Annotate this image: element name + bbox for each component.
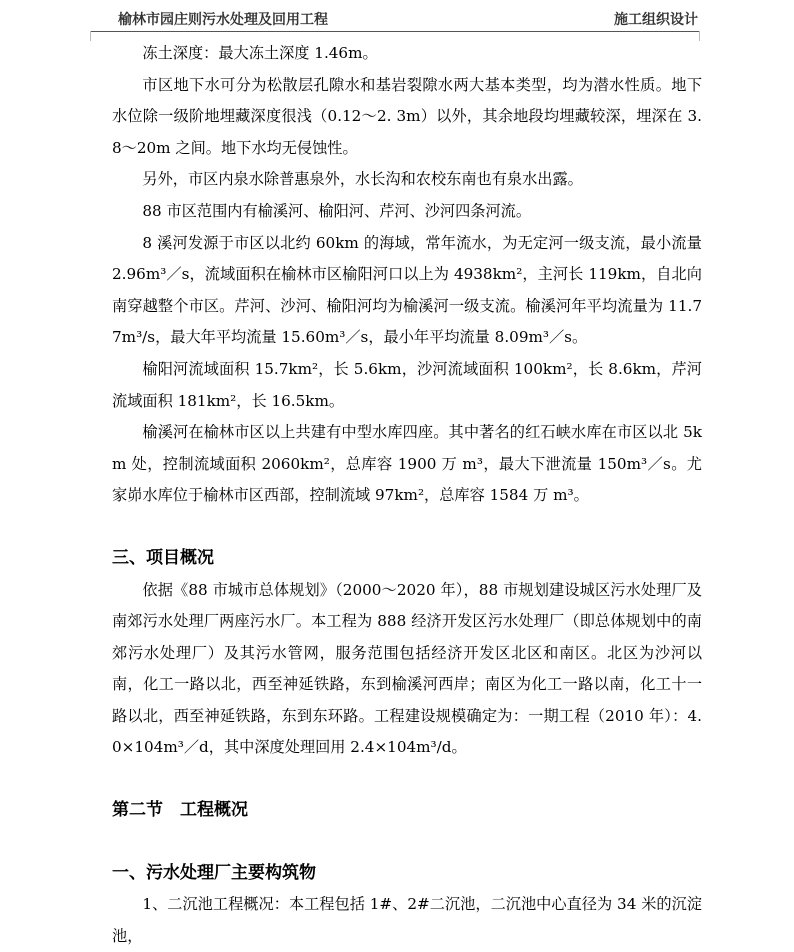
heading-project-overview: 三、项目概况 [112, 547, 214, 568]
paragraph-basin-areas: 榆阳河流域面积 15.7km²，长 5.6km，沙河流域面积 100km²，长 8.6km，芹河流域面积 181km²，长 16.5km。 [112, 359, 702, 410]
paragraph-yuxi-river: 8 溪河发源于市区以北约 60km 的海域，常年流水，为无定河一级支流，最小流量 2.96m³／s，流域面积在榆林市区榆阳河口以上为 4938km²，主河长 119km，自北向南穿越整个市区。芹河、沙河、榆阳河均为榆溪河一级支流。榆溪河年平均流量为 11.77m³/s，最大年平均流量 15.60m³／s，最小年平均流量 8.09m³／s。 [112, 233, 702, 347]
section-title: 第二节 工程概况 [112, 800, 248, 821]
spacer [112, 512, 702, 543]
spacer [112, 827, 702, 858]
paragraph-frost-depth: 冻土深度：最大冻土深度 1.46m。 [142, 44, 378, 62]
header-document-type: 施工组织设计 [614, 12, 698, 28]
paragraph-reservoirs: 榆溪河在榆林市区以上共建有中型水库四座。其中著名的红石峡水库在市区以北 5km 处，控制流域面积 2060km²，总库容 1900 万 m³，最大下泄流量 150m³／s。尤家峁水库位于榆林市区西部，控制流域 97km²，总库容 1584 万 m³。 [112, 423, 702, 505]
spacer [112, 764, 702, 795]
paragraph-project-overview: 依据《88 市城市总体规划》（2000～2020 年），88 市规划建设城区污水处理厂及南郊污水处理厂两座污水厂。本工程为 888 经济开发区污水处理厂（即总体规划中的南郊污水处理厂）及其污水管网，服务范围包括经济开发区北区和南区。北区为沙河以南，化工一路以北，西至神延铁路，东到榆溪河西岸；南区为化工一路以南，化工十一路以北，西至神延铁路，东到东环路。工程建设规模确定为：一期工程（2010 年）：4.0×104m³／d，其中深度处理回用 2.4×104m³/d。 [112, 580, 702, 757]
paragraph-groundwater: 市区地下水可分为松散层孔隙水和基岩裂隙水两大基本类型，均为潜水性质。地下水位除一级阶地埋藏深度很浅（0.12～2. 3m）以外，其余地段均埋藏较深，埋深在 3.8～20m 之间。地下水均无侵蚀性。 [112, 75, 702, 157]
paragraph-rivers: 88 市区范围内有榆溪河、榆阳河、芹河、沙河四条河流。 [142, 201, 532, 220]
header-document-title: 榆林市园庄则污水处理及回用工程 [118, 12, 328, 28]
paragraph-springs: 另外，市区内泉水除普惠泉外，水长沟和农校东南也有泉水出露。 [142, 170, 583, 189]
header-divider [90, 31, 700, 32]
paragraph-secondary-clarifier: 1、二沉池工程概况：本工程包括 1#、2#二沉池，二沉池中心直径为 34 米的沉淀池， [112, 895, 702, 945]
document-body [112, 38, 702, 952]
heading-main-structures: 一、污水处理厂主要构筑物 [112, 862, 316, 883]
header-corner-left [90, 31, 91, 41]
